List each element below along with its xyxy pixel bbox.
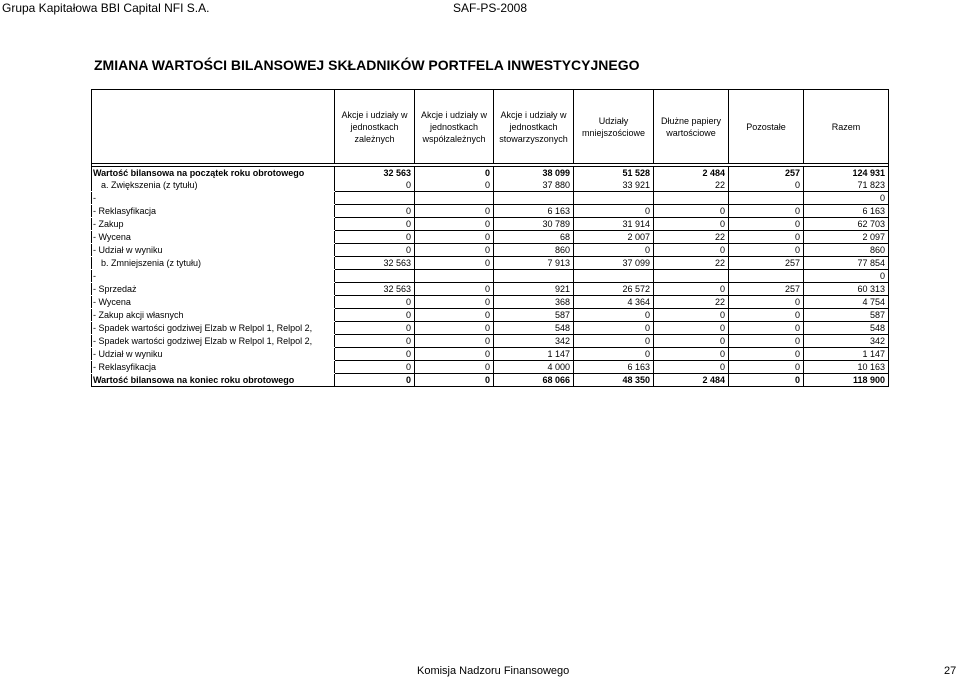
value-cell: 0 [415,283,494,296]
row-label: - [93,271,96,281]
table-row [92,192,889,205]
value-cell: 0 [335,218,415,231]
row-label: - Wycena [93,232,131,242]
table-row [92,283,889,296]
value-cell: 2 484 [654,167,729,180]
table-row [92,205,889,218]
value-cell: 368 [494,296,574,309]
value-cell: 342 [804,335,889,348]
value-cell: 0 [654,361,729,374]
table-row [92,309,889,322]
table-row [92,167,889,180]
value-cell: 0 [415,244,494,257]
value-cell: 0 [415,322,494,335]
row-label: - Zakup [93,219,124,229]
value-cell: 860 [494,244,574,257]
value-cell: 0 [335,309,415,322]
value-cell: 587 [494,309,574,322]
value-cell: 0 [729,309,804,322]
value-cell: 6 163 [494,205,574,218]
row-label: Wartość bilansowa na początek roku obrotowego [92,167,335,180]
row-label: - Udział w wyniku [93,245,163,255]
table-row [92,179,889,192]
row-label: - Zakup akcji własnych [93,310,184,320]
table-row [92,257,889,270]
row-label: b. Zmniejszenia (z tytułu) [101,258,202,268]
column-header: Razem [804,90,889,164]
value-cell [729,270,804,283]
value-cell: 7 913 [494,257,574,270]
value-cell: 22 [654,257,729,270]
value-cell: 921 [494,283,574,296]
value-cell: 548 [804,322,889,335]
page-number: 27 [944,665,957,677]
value-cell: 0 [335,179,415,192]
value-cell: 32 563 [335,257,415,270]
row-label: - Udział w wyniku [93,349,163,359]
value-cell: 0 [415,361,494,374]
value-cell: 48 350 [574,374,654,387]
value-cell: 0 [415,296,494,309]
value-cell: 587 [804,309,889,322]
column-header: Pozostałe [729,90,804,164]
value-cell: 0 [335,296,415,309]
value-cell: 32 563 [335,167,415,180]
value-cell: 37 880 [494,179,574,192]
column-header: Dłużne papiery wartościowe [654,90,729,164]
value-cell: 0 [574,335,654,348]
value-cell: 257 [729,167,804,180]
value-cell: 0 [574,322,654,335]
value-cell: 342 [494,335,574,348]
footer-org: Komisja Nadzoru Finansowego [417,665,570,677]
column-header: Akcje i udziały w jednostkach współzależnych [415,90,494,164]
value-cell: 0 [654,335,729,348]
value-cell: 0 [415,167,494,180]
table-row [92,231,889,244]
value-cell: 0 [415,257,494,270]
value-cell [729,192,804,205]
value-cell [415,270,494,283]
value-cell: 0 [335,335,415,348]
value-cell: 0 [654,348,729,361]
value-cell [574,270,654,283]
value-cell: 0 [729,231,804,244]
value-cell: 0 [574,348,654,361]
value-cell: 0 [415,309,494,322]
value-cell: 0 [654,309,729,322]
value-cell: 0 [729,348,804,361]
row-label: a. Zwiększenia (z tytułu) [101,180,198,190]
table-row [92,348,889,361]
value-cell: 1 147 [494,348,574,361]
value-cell: 0 [415,218,494,231]
value-cell: 0 [335,361,415,374]
value-cell [335,270,415,283]
value-cell: 0 [729,361,804,374]
value-cell [415,192,494,205]
value-cell: 0 [729,335,804,348]
value-cell: 60 313 [804,283,889,296]
value-cell: 71 823 [804,179,889,192]
column-header: Akcje i udziały w jednostkach stowarzyszonych [494,90,574,164]
value-cell: 0 [574,205,654,218]
value-cell: 33 921 [574,179,654,192]
value-cell: 0 [654,244,729,257]
value-cell: 4 754 [804,296,889,309]
value-cell [574,192,654,205]
value-cell [494,192,574,205]
header-empty-cell [92,90,335,164]
value-cell: 0 [729,322,804,335]
value-cell: 2 097 [804,231,889,244]
row-label: Wartość bilansowa na koniec roku obrotowego [92,374,335,387]
row-label: - [93,193,96,203]
value-cell: 0 [335,374,415,387]
value-cell: 0 [335,244,415,257]
value-cell [654,270,729,283]
value-cell: 22 [654,296,729,309]
row-label: - Reklasyfikacja [93,206,157,216]
value-cell: 118 900 [804,374,889,387]
value-cell: 6 163 [574,361,654,374]
form-code: SAF-PS-2008 [453,1,528,15]
value-cell: 4 000 [494,361,574,374]
value-cell: 6 163 [804,205,889,218]
table-row [92,218,889,231]
value-cell: 0 [415,205,494,218]
value-cell: 0 [335,205,415,218]
value-cell: 0 [729,374,804,387]
value-cell: 124 931 [804,167,889,180]
table-row [92,296,889,309]
value-cell: 0 [729,244,804,257]
row-label: - Reklasyfikacja [93,362,157,372]
value-cell: 68 066 [494,374,574,387]
value-cell: 0 [335,322,415,335]
value-cell: 0 [574,309,654,322]
value-cell: 37 099 [574,257,654,270]
value-cell: 68 [494,231,574,244]
portfolio-table [91,89,889,387]
value-cell: 38 099 [494,167,574,180]
value-cell [494,270,574,283]
value-cell: 26 572 [574,283,654,296]
value-cell: 0 [729,205,804,218]
value-cell: 22 [654,231,729,244]
row-label: - Sprzedaż [93,284,137,294]
value-cell: 257 [729,257,804,270]
page-title: ZMIANA WARTOŚCI BILANSOWEJ SKŁADNIKÓW PORTFELA INWESTYCYJNEGO [94,57,640,73]
value-cell: 0 [729,218,804,231]
table-row [92,244,889,257]
value-cell: 2 484 [654,374,729,387]
value-cell: 0 [335,348,415,361]
value-cell: 31 914 [574,218,654,231]
column-header: Akcje i udziały w jednostkach zależnych [335,90,415,164]
value-cell: 548 [494,322,574,335]
value-cell: 62 703 [804,218,889,231]
value-cell: 22 [654,179,729,192]
company-name: Grupa Kapitałowa BBI Capital NFI S.A. [2,1,210,15]
value-cell: 0 [804,192,889,205]
value-cell: 0 [729,179,804,192]
value-cell: 0 [654,218,729,231]
value-cell [335,192,415,205]
value-cell: 860 [804,244,889,257]
value-cell: 0 [804,270,889,283]
value-cell: 77 854 [804,257,889,270]
value-cell: 0 [729,296,804,309]
table-row [92,270,889,283]
row-label: - Wycena [93,297,131,307]
value-cell: 0 [335,231,415,244]
value-cell: 0 [415,374,494,387]
row-label: - Spadek wartości godziwej Elzab w Relpol 1, Relpol 2, [93,323,313,333]
value-cell: 0 [654,205,729,218]
table-row [92,335,889,348]
value-cell: 257 [729,283,804,296]
value-cell [654,192,729,205]
value-cell: 0 [415,348,494,361]
value-cell: 2 007 [574,231,654,244]
value-cell: 0 [415,231,494,244]
table-header-row [92,90,889,164]
row-label: - Spadek wartości godziwej Elzab w Relpol 1, Relpol 2, [93,336,313,346]
value-cell: 30 789 [494,218,574,231]
value-cell: 32 563 [335,283,415,296]
table-row [92,322,889,335]
value-cell: 0 [415,335,494,348]
value-cell: 10 163 [804,361,889,374]
value-cell: 0 [574,244,654,257]
value-cell: 0 [654,322,729,335]
value-cell: 0 [654,283,729,296]
table-row [92,361,889,374]
value-cell: 0 [415,179,494,192]
table-row [92,374,889,387]
value-cell: 1 147 [804,348,889,361]
value-cell: 51 528 [574,167,654,180]
column-header: Udziały mniejszościowe [574,90,654,164]
value-cell: 4 364 [574,296,654,309]
